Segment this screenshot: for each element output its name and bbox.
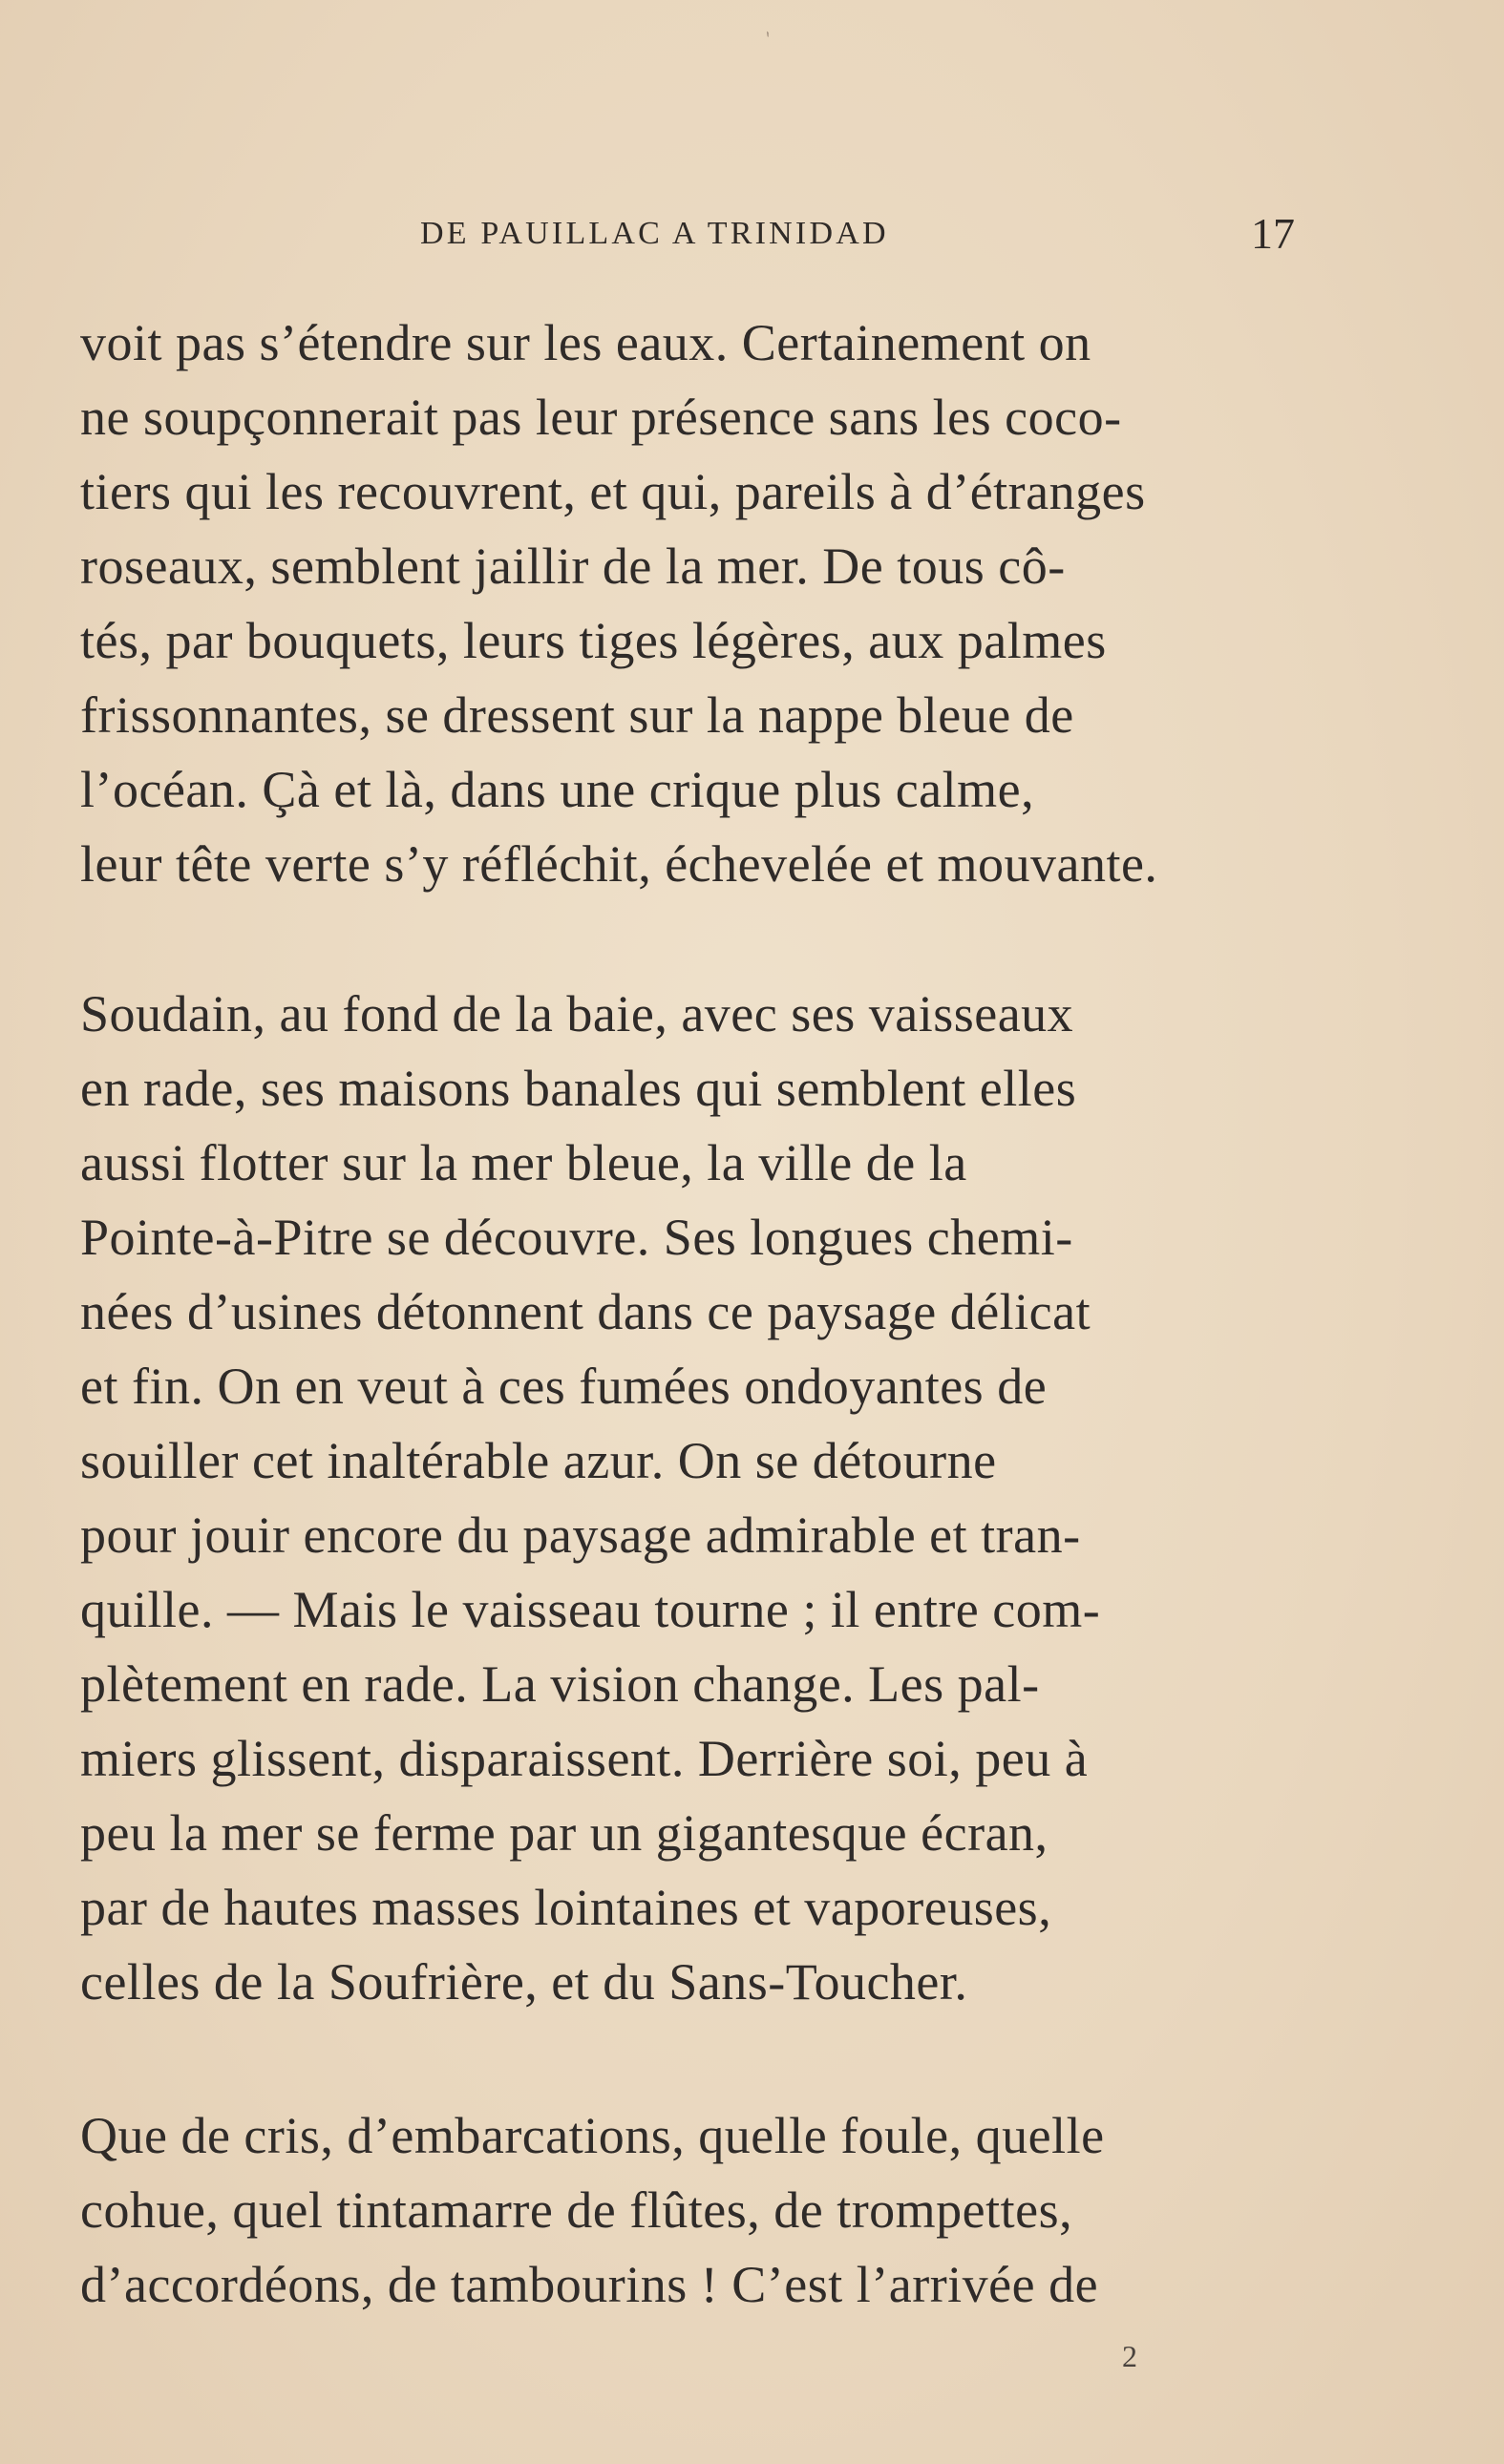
text-line: par de hautes masses lointaines et vaporeuses, (80, 1879, 1052, 1936)
text-line: miers glissent, disparaissent. Derrière soi, peu à (80, 1730, 1089, 1787)
text-line: Que de cris, d’embarcations, quelle foule, quelle (80, 2107, 1105, 2164)
paragraph-3 (80, 2098, 1299, 2322)
text-line: aussi flotter sur la mer bleue, la ville de la (80, 1134, 967, 1191)
text-line: en rade, ses maisons banales qui semblent elles (80, 1060, 1077, 1117)
text-line: d’accordéons, de tambourins ! C’est l’arrivée de (80, 2256, 1099, 2313)
text-line: quille. — Mais le vaisseau tourne ; il entre com- (80, 1581, 1101, 1638)
text-line: ne soupçonnerait pas leur présence sans les coco- (80, 389, 1122, 446)
page-header (420, 208, 1299, 265)
text-line: Pointe-à-Pitre se découvre. Ses longues chemi- (80, 1209, 1073, 1266)
text-line: voit pas s’étendre sur les eaux. Certainement on (80, 314, 1091, 371)
signature-mark: 2 (1122, 2339, 1137, 2373)
text-line: frissonnantes, se dressent sur la nappe bleue de (80, 686, 1074, 744)
text-line: cohue, quel tintamarre de flûtes, de trompettes, (80, 2181, 1073, 2239)
text-line: plètement en rade. La vision change. Les pal- (80, 1655, 1040, 1713)
ink-mark-icon: ˋ (752, 29, 775, 55)
text-line: et fin. On en veut à ces fumées ondoyantes de (80, 1358, 1048, 1415)
text-line: roseaux, semblent jaillir de la mer. De tous cô- (80, 537, 1066, 595)
text-line: leur tête verte s’y réfléchit, échevelée et mouvante. (80, 835, 1158, 893)
text-line: tiers qui les recouvrent, et qui, pareils à d’étranges (80, 463, 1146, 520)
text-line: l’océan. Çà et là, dans une crique plus calme, (80, 761, 1035, 818)
paragraph-1 (80, 305, 1299, 901)
text-line: nées d’usines détonnent dans ce paysage délicat (80, 1283, 1091, 1340)
text-line: celles de la Soufrière, et du Sans-Toucher. (80, 1953, 968, 2011)
body-text (80, 305, 1299, 2322)
text-line: tés, par bouquets, leurs tiges légères, aux palmes (80, 612, 1107, 669)
text-line: peu la mer se ferme par un gigantesque écran, (80, 1804, 1049, 1862)
running-head: DE PAUILLAC A TRINIDAD (420, 216, 889, 251)
text-line: pour jouir encore du paysage admirable et tran- (80, 1506, 1081, 1564)
page-number: 17 (1251, 209, 1295, 258)
text-line: souiller cet inaltérable azur. On se détourne (80, 1432, 997, 1489)
paragraph-2 (80, 977, 1299, 2019)
text-line: Soudain, au fond de la baie, avec ses vaisseaux (80, 985, 1074, 1042)
